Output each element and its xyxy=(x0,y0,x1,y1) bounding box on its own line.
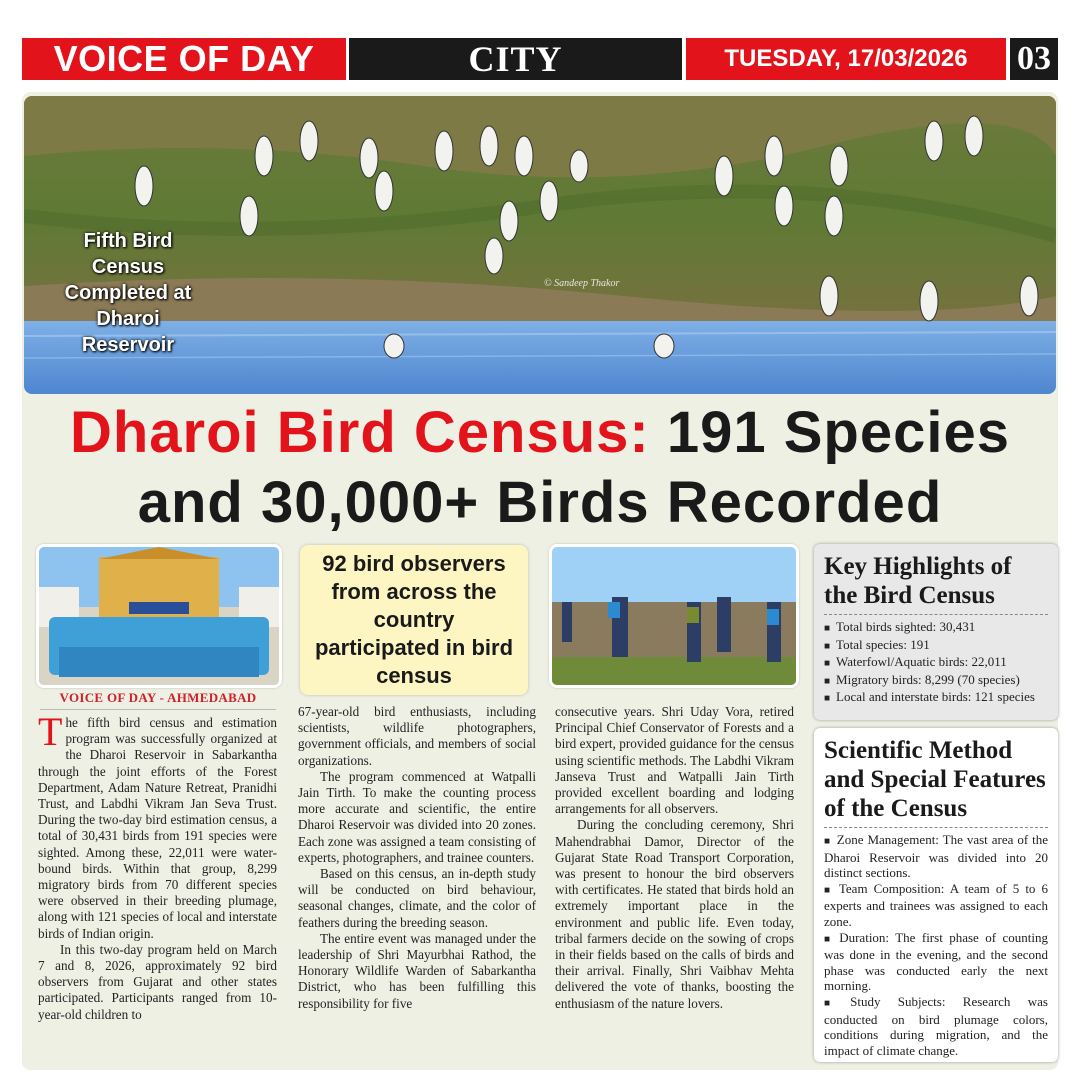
hero-photo xyxy=(24,96,1056,394)
method-list xyxy=(824,832,1048,1058)
article-paragraph: The program commenced at Watpalli Jain Tirth. To make the counting process more accurate and scientific, the entire Dharoi Reservoir was divided into 20 zones. Each zone was assigned a team consisting of experts, photographers, and trainee counters. xyxy=(298,768,536,865)
article-column-1 xyxy=(38,709,277,1023)
article-paragraph: During the concluding ceremony, Shri Mahendrabhai Damor, Director of the Gujarat State Road Transport Corporation, was present to honour the bird observers with certificates. He stated that birds hold an extremely important place in the environment and public life. Even today, tribal farmers decide on the sowing of crops in their fields based on the calls of birds and their arrival. Finally, Shri Vaibhav Mehta delivered the vote of thanks, boosting the enthusiasm of the nature lovers. xyxy=(555,817,794,1011)
list-item: ■ Duration: The first phase of counting was done in the evening, and the second phase was conducted early the next morning. xyxy=(824,930,1048,994)
svg-text:© Sandeep Thakor: © Sandeep Thakor xyxy=(544,278,620,289)
article-paragraph: In this two-day program held on March 7 and 8, 2026, approximately 92 bird observers from Gujarat and other states participated. Participants ranged from 10-year-old children to xyxy=(38,941,277,1022)
list-item: ■ Zone Management: The vast area of the Dharoi Reservoir was divided into 20 distinct sections. xyxy=(824,832,1048,881)
article-paragraph: 67-year-old bird enthusiasts, including scientists, wildlife photographers, government officials, and members of social organizations. xyxy=(298,704,536,768)
drop-cap: T xyxy=(38,709,63,754)
article-column-3 xyxy=(555,704,794,1012)
highlights-list xyxy=(824,619,1048,707)
article-column-2 xyxy=(298,704,536,1012)
newspaper-name: VOICE OF DAY xyxy=(22,38,346,80)
issue-date: TUESDAY, 17/03/2026 xyxy=(686,38,1006,80)
article-paragraph: Based on this census, an in-depth study will be conducted on bird behaviour, seasonal changes, climate, and the color of feathers during the breeding season. xyxy=(298,866,536,930)
pull-quote: 92 bird observers from across the country participated in bird census xyxy=(300,545,528,695)
list-item: ■ Study Subjects: Research was conducted on bird plumage colors, conditions during migration, and the impact of climate change. xyxy=(824,994,1048,1058)
list-item: ■ Waterfowl/Aquatic birds: 22,011 xyxy=(824,654,1048,672)
highlights-title: Key Highlights of the Bird Census xyxy=(824,552,1048,615)
page-number: 03 xyxy=(1010,38,1058,80)
section-name: CITY xyxy=(349,38,682,80)
list-item: ■ Migratory birds: 8,299 (70 species) xyxy=(824,672,1048,690)
observers-group-image xyxy=(39,547,279,685)
headline-red: Dharoi Bird Census: xyxy=(69,400,650,465)
headline-black: 191 Species and 30,000+ Birds Recorded xyxy=(137,400,1010,535)
list-item: ■ Team Composition: A team of 5 to 6 experts and trainees was assigned to each zone. xyxy=(824,881,1048,930)
highlights-box xyxy=(814,544,1058,720)
field-observers-image xyxy=(552,547,796,685)
article-paragraph: The entire event was managed under the leadership of Shri Mayurbhai Rathod, the Honorary Wildlife Warden of Sabarkantha District, who has been fulfilling this responsibility for five xyxy=(298,930,536,1011)
group-photo xyxy=(36,544,282,688)
list-item: ■ Total species: 191 xyxy=(824,637,1048,655)
headline xyxy=(30,398,1050,538)
hero-caption: Fifth Bird Census Completed at Dharoi Reservoir xyxy=(64,230,192,356)
article-paragraph: consecutive years. Shri Uday Vora, retired Principal Chief Conservator of Forests and a bird expert, provided guidance for the census using scientific methods. The Labdhi Vikram Janseva Trust and Watpalli Jain Tirth provided excellent boarding and lodging arrangements for all observers. xyxy=(555,704,794,817)
method-title: Scientific Method and Special Features of the Census xyxy=(824,736,1048,828)
list-item: ■ Local and interstate birds: 121 species xyxy=(824,689,1048,707)
byline-credit: VOICE OF DAY - AHMEDABAD xyxy=(40,690,276,710)
list-item: ■ Total birds sighted: 30,431 xyxy=(824,619,1048,637)
article-paragraph: The fifth bird census and estimation program was successfully organized at the Dharoi Reservoir in Sabarkantha through the joint efforts of the Forest Department, Adam Nature Retreat, Pranidhi Trust, and Labdhi Vikram Jan Seva Trust. During the two-day bird estimation census, a total of 30,431 birds from 191 species were sighted. Among these, 22,011 were water-bound birds. Within that group, 8,299 migratory birds from 70 different species were observed in their breeding plumage, along with 121 species of local and interstate birds of Indian origin. xyxy=(38,709,277,941)
field-photo xyxy=(549,544,799,688)
method-box xyxy=(814,728,1058,1062)
